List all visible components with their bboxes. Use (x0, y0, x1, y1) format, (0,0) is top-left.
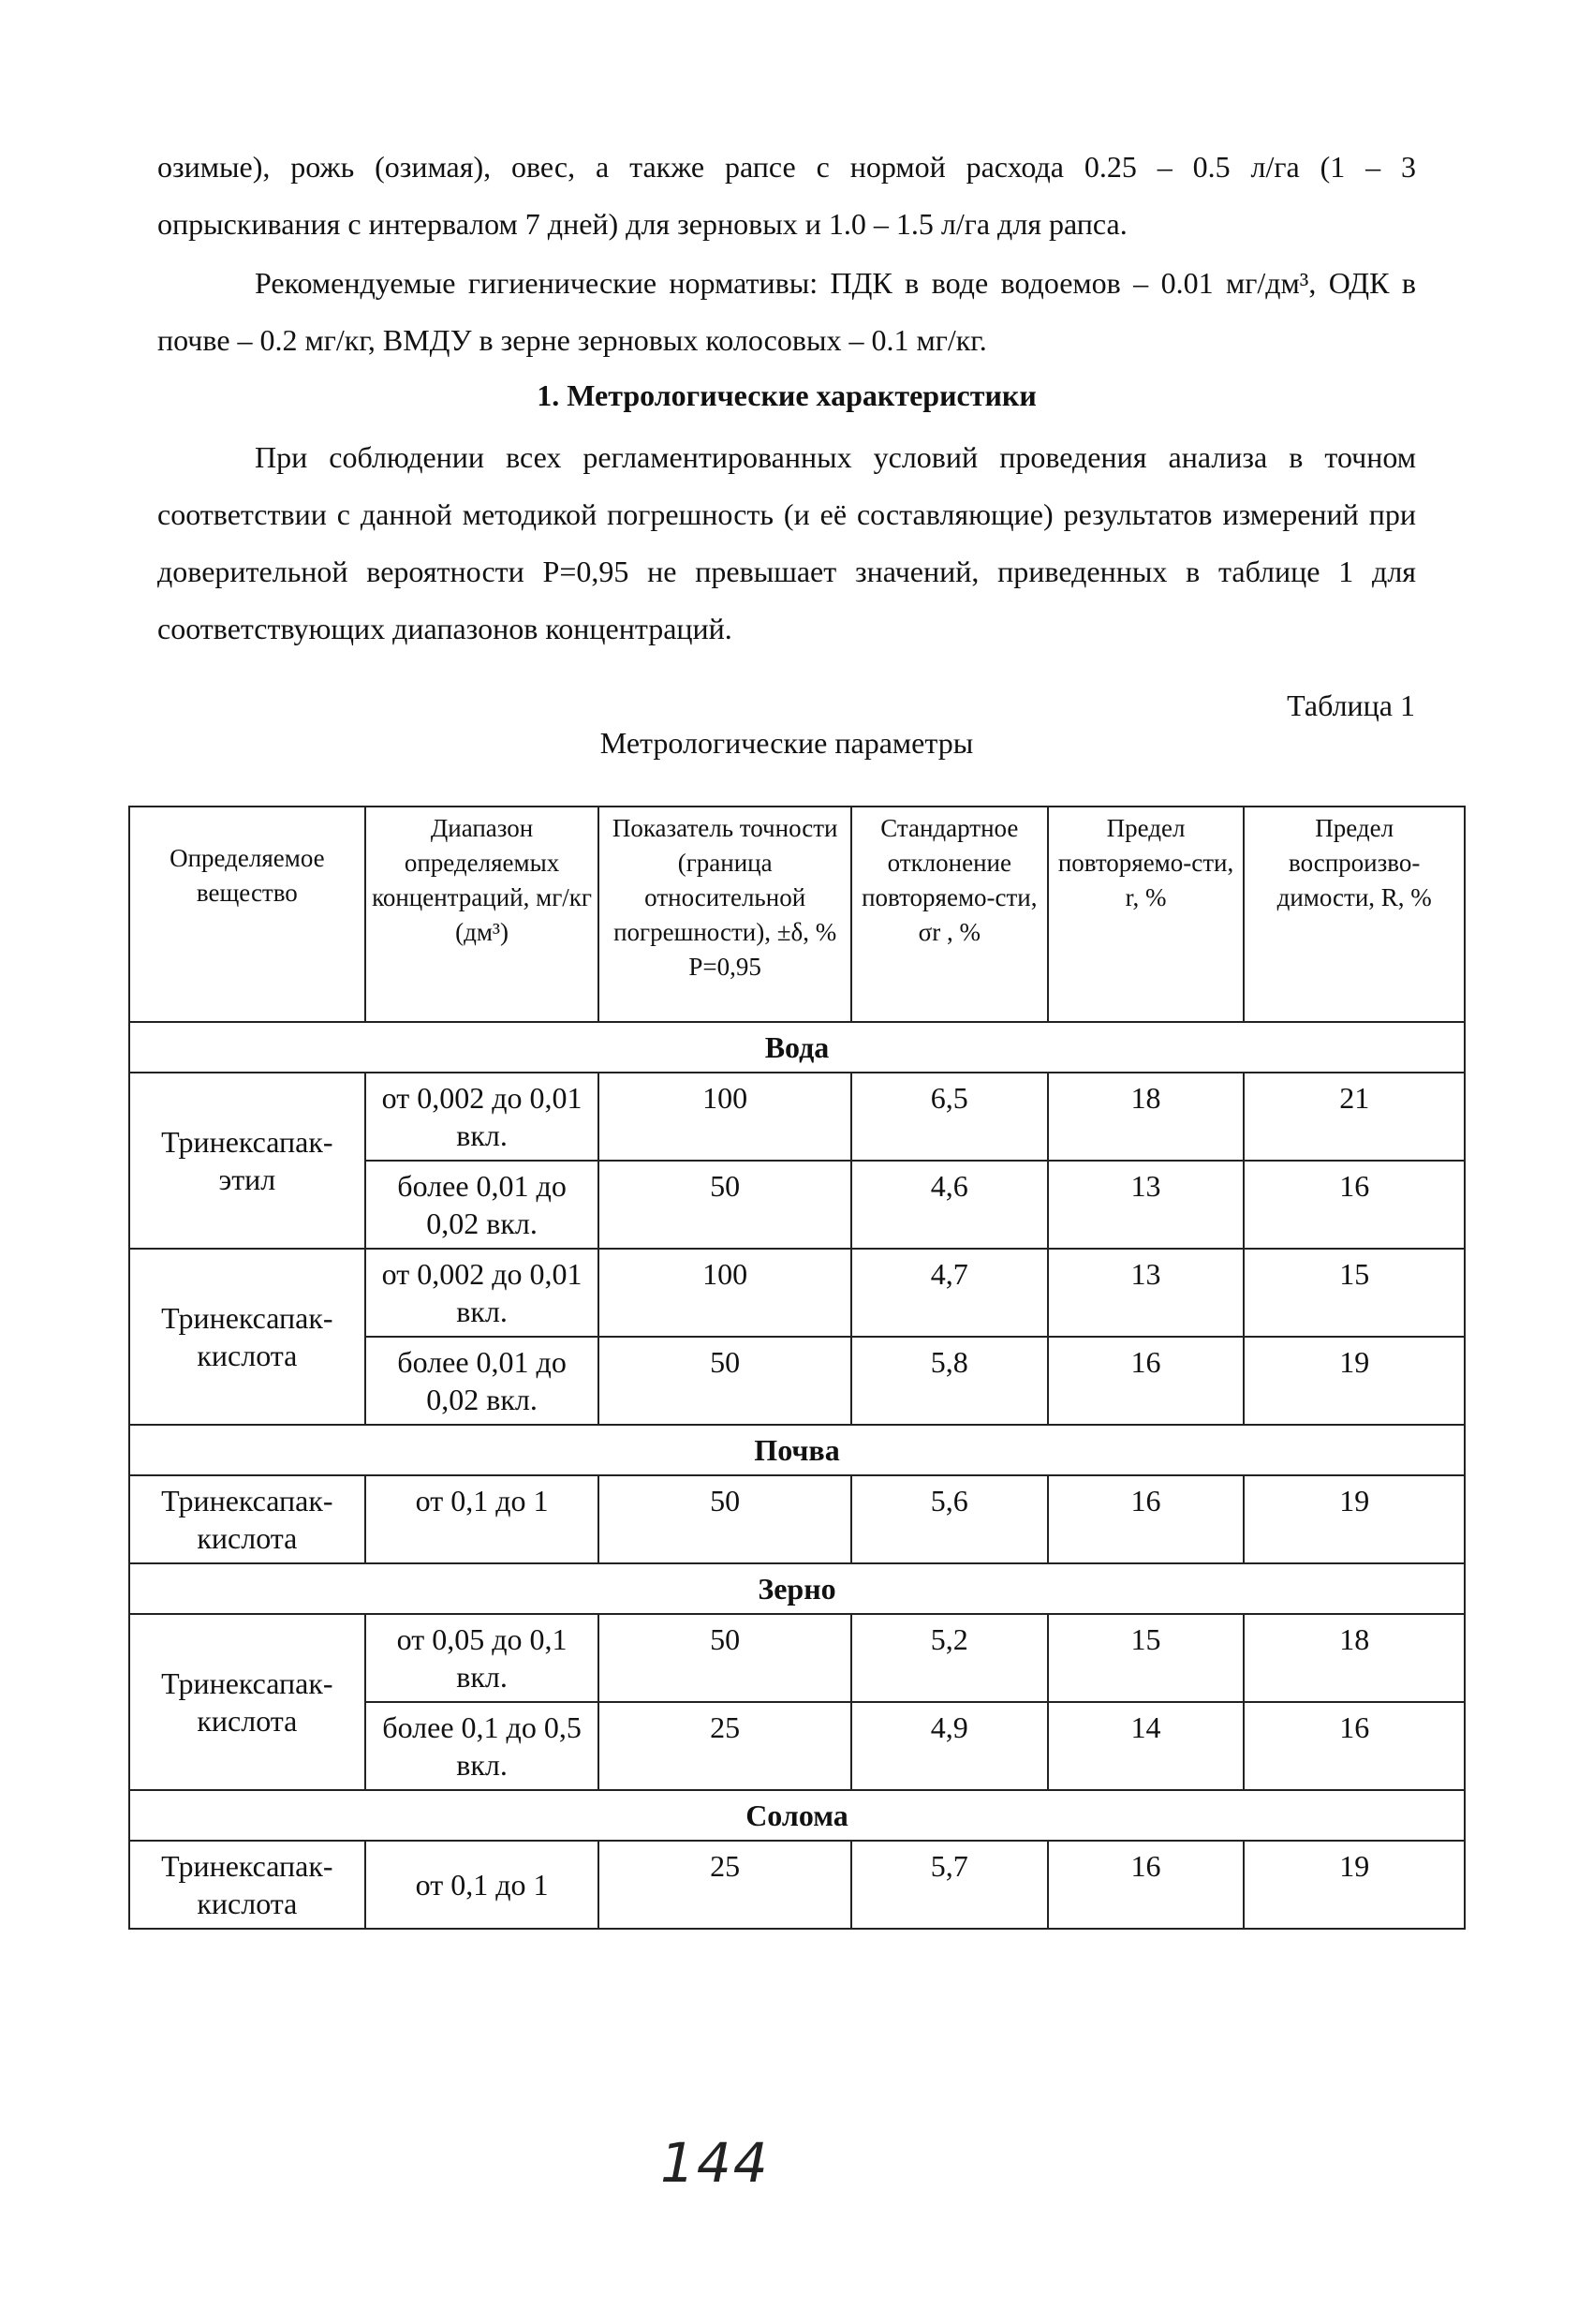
accuracy-cell: 100 (598, 1249, 851, 1337)
repeat-cell: 16 (1048, 1337, 1245, 1425)
range-cell: от 0,002 до 0,01 вкл. (365, 1073, 599, 1161)
section-row-straw (129, 1790, 1465, 1841)
accuracy-cell: 50 (598, 1161, 851, 1249)
repeat-cell: 16 (1048, 1475, 1245, 1563)
accuracy-cell: 25 (598, 1702, 851, 1790)
section-row-soil (129, 1425, 1465, 1475)
table-row (129, 1841, 1465, 1929)
section-row-water (129, 1022, 1465, 1073)
section-label: Почва (129, 1425, 1465, 1475)
table-row (129, 1614, 1465, 1702)
std-cell: 4,7 (851, 1249, 1048, 1337)
accuracy-cell: 50 (598, 1337, 851, 1425)
header-std: Стандартное отклонение повторяемо-сти, σr , % (851, 807, 1048, 1022)
section-label: Вода (129, 1022, 1465, 1073)
substance-cell: Тринексапак-кислота (129, 1249, 365, 1425)
range-cell: более 0,01 до 0,02 вкл. (365, 1337, 599, 1425)
accuracy-cell: 50 (598, 1614, 851, 1702)
paragraph-metrology: При соблюдении всех регламентированных условий проведения анализа в точном соответствии с данной методикой погрешность (и её составляющие) результатов измерений при доверительной вероятности Р=0,95 не превышает значений, приведенных в таблице 1 для соответствующих диапазонов концентраций. (157, 440, 1416, 645)
substance-cell: Тринексапак-этил (129, 1073, 365, 1249)
header-substance: Определяемое вещество (129, 807, 365, 1022)
paragraph-continuation (157, 139, 1416, 253)
reprod-cell: 16 (1244, 1702, 1465, 1790)
section-row-grain (129, 1563, 1465, 1614)
substance-cell: Тринексапак-кислота (129, 1475, 365, 1563)
paragraph-line-1: озимые), рожь (озимая), овес, а также рапсе с нормой расхода 0.25 – 0.5 л/га (1 – 3 (157, 150, 1416, 184)
repeat-cell: 14 (1048, 1702, 1245, 1790)
range-cell: от 0,1 до 1 (365, 1475, 599, 1563)
header-reproducibility: Предел воспроизво-димости, R, % (1244, 807, 1465, 1022)
reprod-cell: 19 (1244, 1841, 1465, 1929)
table-row (129, 1073, 1465, 1161)
section-label: Солома (129, 1790, 1465, 1841)
header-repeatability: Предел повторяемо-сти, r, % (1048, 807, 1245, 1022)
repeat-cell: 16 (1048, 1841, 1245, 1929)
std-cell: 5,6 (851, 1475, 1048, 1563)
std-cell: 4,6 (851, 1161, 1048, 1249)
reprod-cell: 21 (1244, 1073, 1465, 1161)
range-cell: более 0,01 до 0,02 вкл. (365, 1161, 599, 1249)
table-row (129, 1249, 1465, 1337)
std-cell: 4,9 (851, 1702, 1048, 1790)
header-accuracy: Показатель точности (граница относительной погрешности), ±δ, % Р=0,95 (598, 807, 851, 1022)
paragraph-norms: Рекомендуемые гигиенические нормативы: ПДК в воде водоемов – 0.01 мг/дм³, ОДК в почве – 0.2 мг/кг, ВМДУ в зерне зерновых колосовых – 0.1 мг/кг. (157, 266, 1416, 357)
table-caption: Метрологические параметры (599, 726, 974, 760)
std-cell: 5,8 (851, 1337, 1048, 1425)
section-label: Зерно (129, 1563, 1465, 1614)
repeat-cell: 13 (1048, 1161, 1245, 1249)
repeat-cell: 18 (1048, 1073, 1245, 1161)
section-heading: 1. Метрологические характеристики (537, 378, 1037, 412)
std-cell: 5,7 (851, 1841, 1048, 1929)
metrology-table (128, 806, 1466, 1930)
table-row (129, 1475, 1465, 1563)
reprod-cell: 16 (1244, 1161, 1465, 1249)
range-cell: от 0,002 до 0,01 вкл. (365, 1249, 599, 1337)
range-cell: от 0,1 до 1 (365, 1841, 599, 1929)
substance-cell: Тринексапак-кислота (129, 1841, 365, 1929)
paragraph-line-2: опрыскивания с интервалом 7 дней) для зерновых и 1.0 – 1.5 л/га для рапса. (157, 207, 1128, 241)
reprod-cell: 19 (1244, 1337, 1465, 1425)
handwritten-page-number: 144 (660, 2131, 770, 2195)
accuracy-cell: 50 (598, 1475, 851, 1563)
reprod-cell: 18 (1244, 1614, 1465, 1702)
repeat-cell: 15 (1048, 1614, 1245, 1702)
std-cell: 6,5 (851, 1073, 1048, 1161)
std-cell: 5,2 (851, 1614, 1048, 1702)
range-cell: более 0,1 до 0,5 вкл. (365, 1702, 599, 1790)
table-number: Таблица 1 (1287, 688, 1415, 722)
table-header-row (129, 807, 1465, 1022)
header-range: Диапазон определяемых концентраций, мг/кг (дм³) (365, 807, 599, 1022)
reprod-cell: 15 (1244, 1249, 1465, 1337)
repeat-cell: 13 (1048, 1249, 1245, 1337)
accuracy-cell: 25 (598, 1841, 851, 1929)
accuracy-cell: 100 (598, 1073, 851, 1161)
substance-cell: Тринексапак-кислота (129, 1614, 365, 1790)
range-cell: от 0,05 до 0,1 вкл. (365, 1614, 599, 1702)
reprod-cell: 19 (1244, 1475, 1465, 1563)
